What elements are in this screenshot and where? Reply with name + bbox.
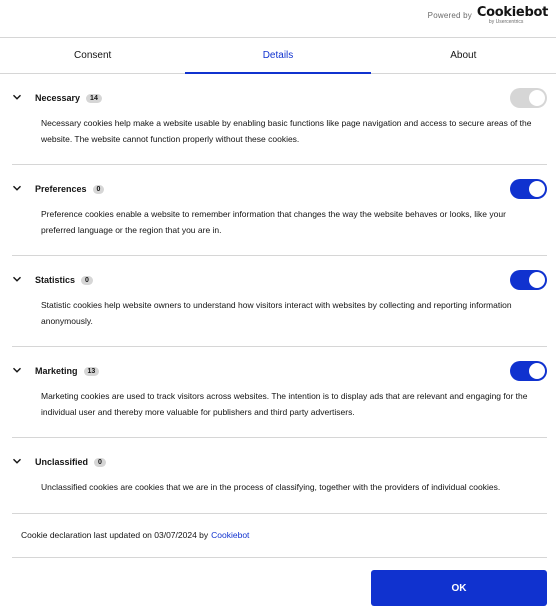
cookie-count-badge: 0 xyxy=(94,458,106,467)
toggle-knob xyxy=(529,90,545,106)
section-title xyxy=(35,366,99,376)
logo-text: Cookiebot xyxy=(476,5,548,20)
section-title-text: Necessary xyxy=(35,93,81,103)
cookie-count-badge: 14 xyxy=(86,94,102,103)
section-unclassified xyxy=(12,438,547,514)
section-header[interactable] xyxy=(12,165,547,213)
necessary-toggle xyxy=(510,88,547,108)
cookie-count-badge: 13 xyxy=(84,367,100,376)
section-title-text: Preferences xyxy=(35,184,87,194)
section-title xyxy=(35,93,102,103)
section-description: Unclassified cookies are cookies that we are in the process of classifying, together with the providers of individual cookies. xyxy=(41,482,501,492)
section-title-text: Statistics xyxy=(35,275,76,285)
section-description: Marketing cookies are used to track visitors across websites. The intention is to display ads that are relevant and engaging for the individual user and thereby more valuable for publishers and third party advertisers. xyxy=(41,391,528,417)
cookie-count-badge: 0 xyxy=(93,185,105,194)
section-description: Necessary cookies help make a website usable by enabling basic functions like page navigation and access to secure areas of the website. The website cannot function properly without these cookies. xyxy=(41,118,532,144)
section-title-text: Unclassified xyxy=(35,457,89,467)
section-header[interactable] xyxy=(12,74,547,122)
section-description: Statistic cookies help website owners to understand how visitors interact with websites by collecting and reporting information anonymously. xyxy=(41,300,512,326)
tab-bar xyxy=(0,38,556,74)
logo-subtext: by Usercentrics xyxy=(488,19,524,25)
marketing-toggle[interactable] xyxy=(510,361,547,381)
section-preferences xyxy=(12,165,547,256)
preferences-toggle[interactable] xyxy=(510,179,547,199)
section-header[interactable] xyxy=(12,438,547,486)
section-title xyxy=(35,275,93,285)
toggle-knob xyxy=(529,272,545,288)
declaration-text: Cookie declaration last updated on 03/07/2024 by xyxy=(21,530,209,540)
cookie-declaration xyxy=(12,514,547,558)
chevron-down-icon[interactable] xyxy=(12,92,22,102)
toggle-knob xyxy=(529,181,545,197)
powered-by[interactable] xyxy=(428,6,548,25)
chevron-down-icon[interactable] xyxy=(12,274,22,284)
section-necessary xyxy=(12,74,547,165)
statistics-toggle[interactable] xyxy=(510,270,547,290)
dialog-header xyxy=(0,0,556,38)
chevron-down-icon[interactable] xyxy=(12,365,22,375)
cookiebot-link[interactable]: Cookiebot xyxy=(211,530,250,540)
toggle-knob xyxy=(529,363,545,379)
section-title xyxy=(35,184,104,194)
section-marketing xyxy=(12,347,547,438)
section-title xyxy=(35,457,106,467)
section-header[interactable] xyxy=(12,256,547,304)
section-description: Preference cookies enable a website to remember information that changes the way the website behaves or looks, like your preferred language or the region that you are in. xyxy=(41,209,506,235)
cookie-count-badge: 0 xyxy=(81,276,93,285)
tab-consent[interactable]: Consent xyxy=(74,50,112,61)
cookiebot-logo[interactable] xyxy=(477,6,548,25)
ok-button[interactable]: OK xyxy=(371,570,547,606)
powered-by-text: Powered by xyxy=(427,11,472,20)
chevron-down-icon[interactable] xyxy=(12,183,22,193)
tab-about[interactable]: About xyxy=(450,50,477,61)
section-title-text: Marketing xyxy=(35,366,78,376)
details-panel xyxy=(12,74,547,558)
tab-details[interactable]: Details xyxy=(185,38,370,73)
chevron-down-icon[interactable] xyxy=(12,456,22,466)
section-statistics xyxy=(12,256,547,347)
section-header[interactable] xyxy=(12,347,547,395)
